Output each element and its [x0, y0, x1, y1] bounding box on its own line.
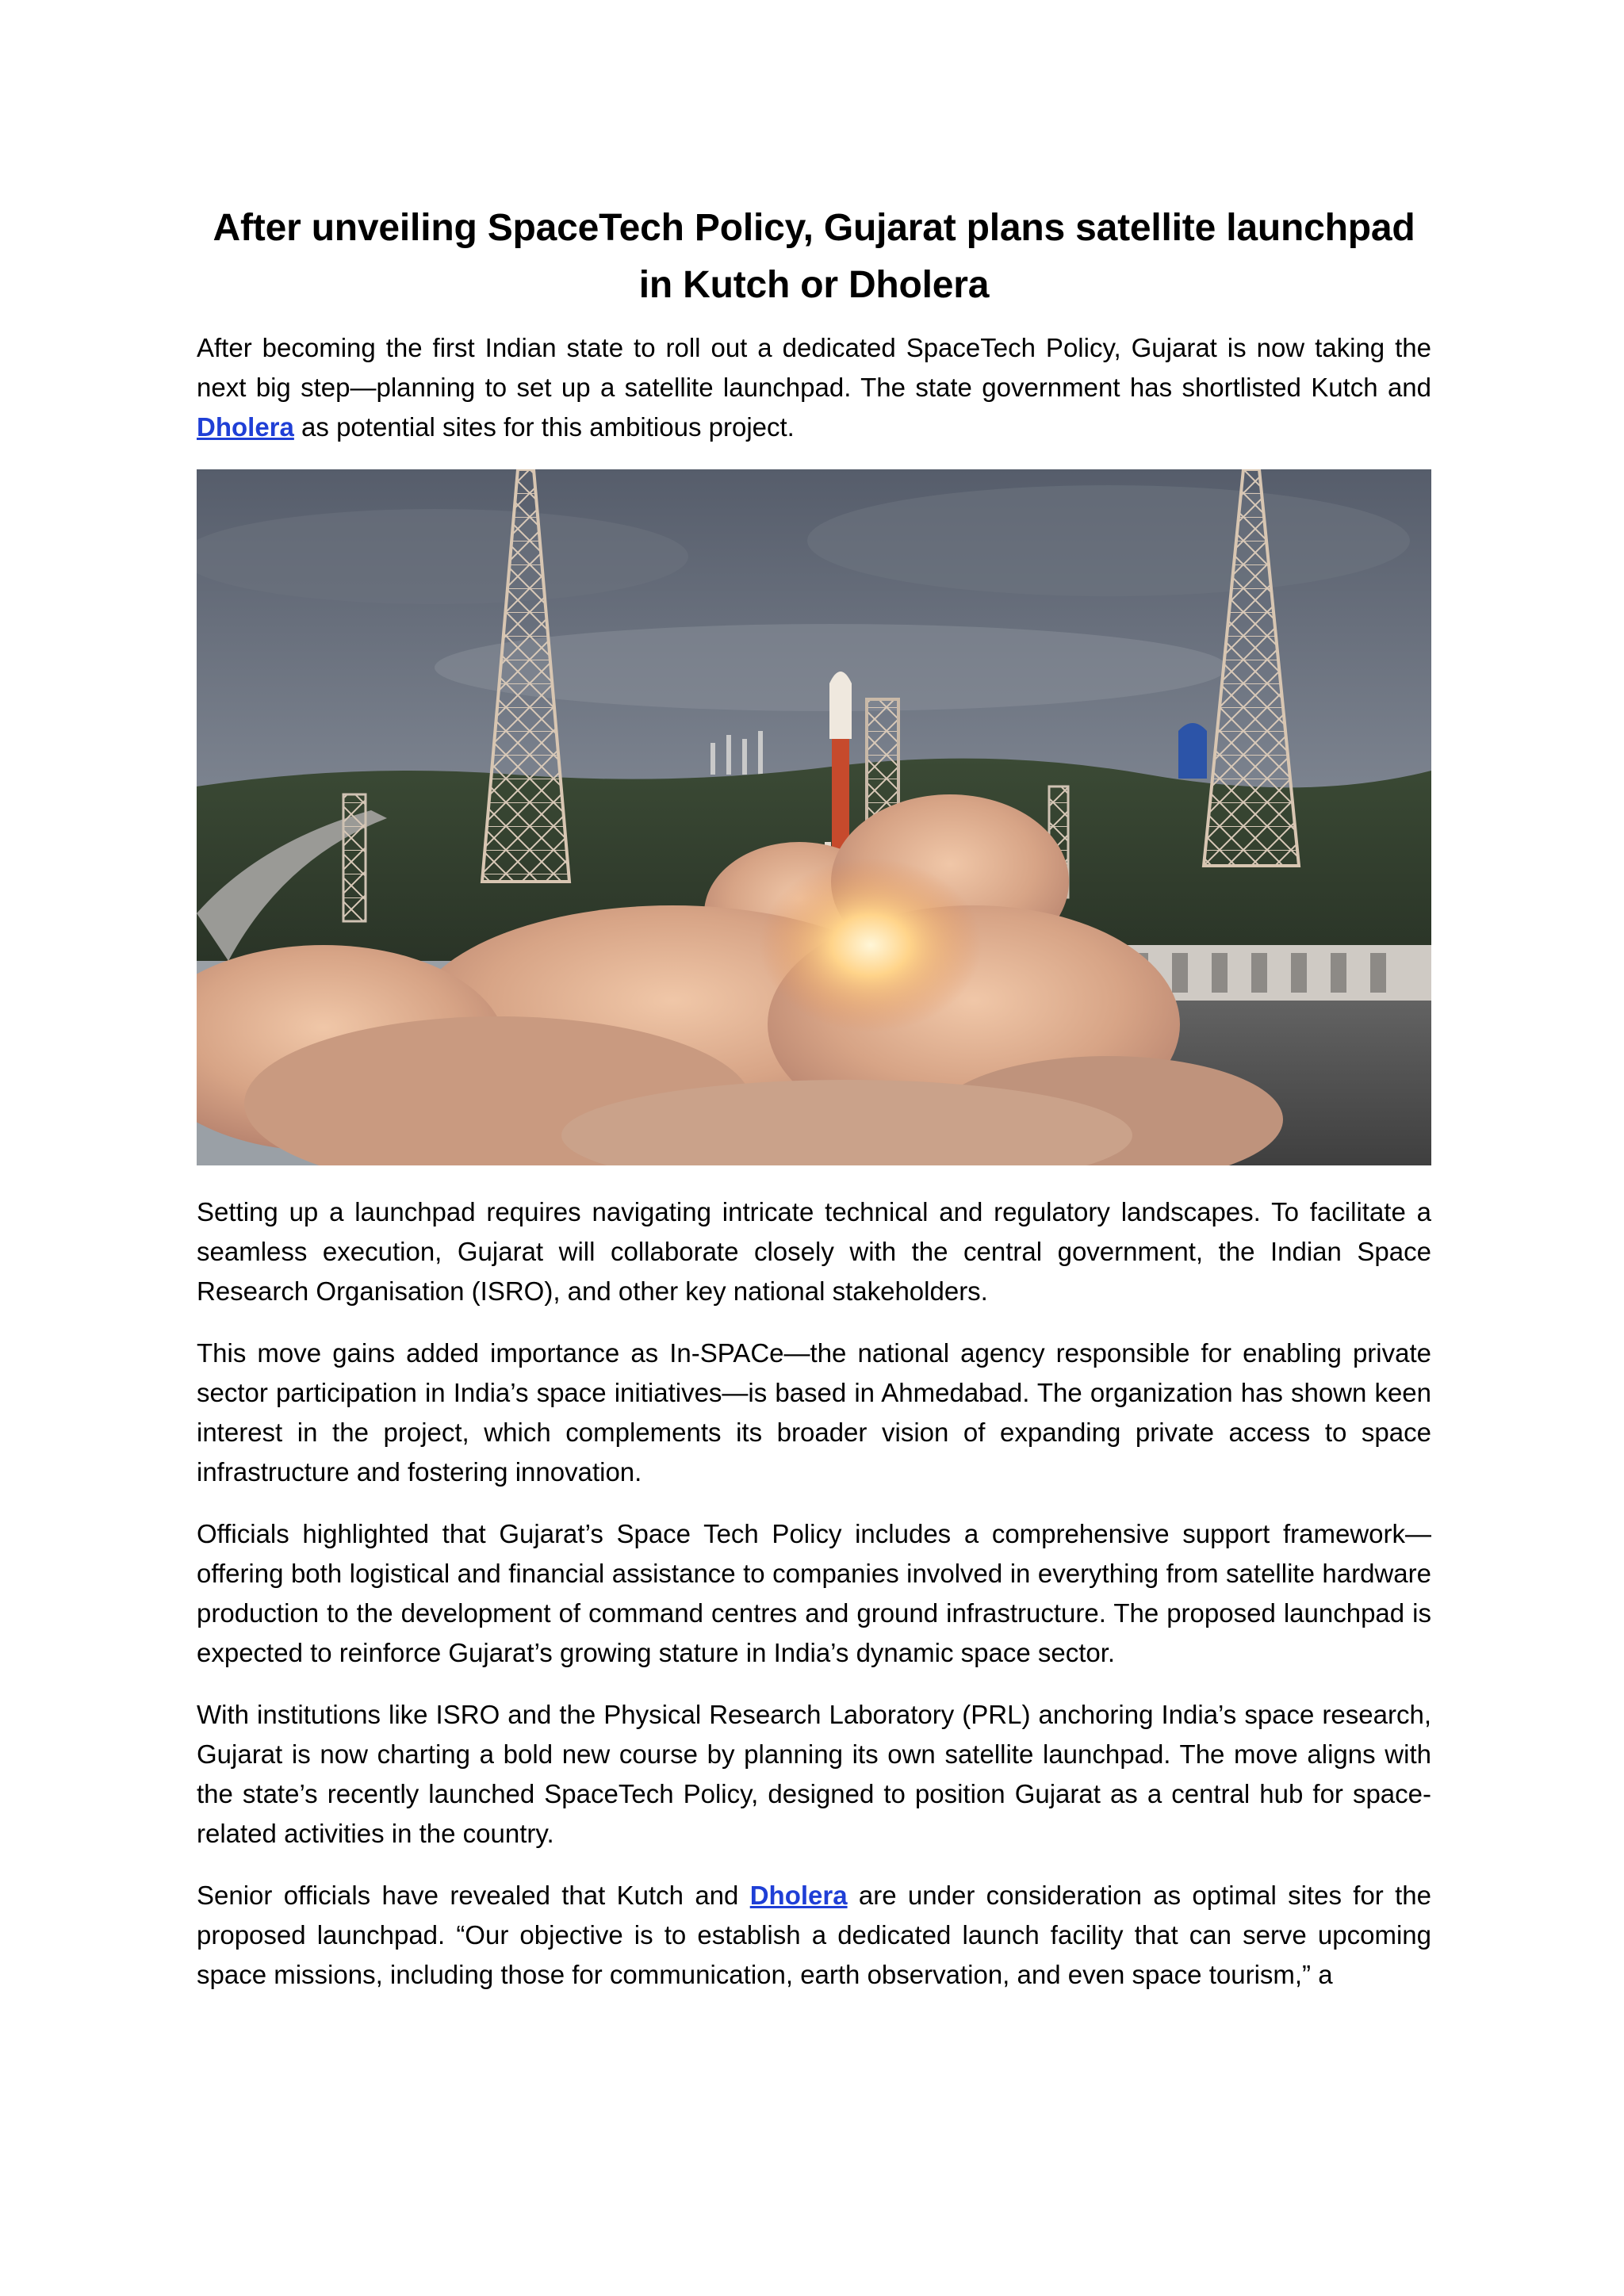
- rocket-launch-photo: [197, 469, 1431, 1165]
- dholera-link[interactable]: Dholera: [749, 1881, 848, 1910]
- paragraph-text: Senior officials have revealed that Kutch and: [197, 1881, 750, 1910]
- paragraph: This move gains added importance as In-SPACe—the national agency responsible for enabling private sector participation in India’s space initiatives—is based in Ahmedabad. The organization has shown keen interest in the project, which complements its broader vision of expanding private access to space infrastructure and fostering innovation.: [197, 1338, 1431, 1487]
- dholera-link[interactable]: Dholera: [197, 412, 294, 442]
- paragraph: Officials highlighted that Gujarat’s Space Tech Policy includes a comprehensive support framework—offering both logistical and financial assistance to companies involved in everything from satellite hardware production to the development of command centres and ground infrastructure. The proposed launchpad is expected to reinforce Gujarat’s growing stature in India’s dynamic space sector.: [197, 1519, 1431, 1667]
- paragraph-text: as potential sites for this ambitious project.: [293, 412, 795, 442]
- paragraph: With institutions like ISRO and the Physical Research Laboratory (PRL) anchoring India’s space research, Gujarat is now charting a bold new course by planning its own satellite launchpad. The move aligns with the state’s recently launched SpaceTech Policy, designed to position Gujarat as a central hub for space-related activities in the country.: [197, 1700, 1431, 1848]
- paragraph-text: are under consideration as optimal sites for the proposed launchpad. “Our objective is to establish a dedicated launch facility that can serve upcoming space missions, including those for communication, earth observation, and even space tourism,” a: [197, 1881, 1431, 1989]
- article-title: After unveiling SpaceTech Policy, Gujarat plans satellite launchpad in Kutch or Dholera: [213, 207, 1415, 306]
- article-body: [197, 200, 1431, 1995]
- paragraph: Setting up a launchpad requires navigating intricate technical and regulatory landscapes. To facilitate a seamless execution, Gujarat will collaborate closely with the central government, the Indian Space Research Organisation (ISRO), and other key national stakeholders.: [197, 1197, 1431, 1306]
- paragraph-intro: [197, 328, 1431, 447]
- paragraph-officials: [197, 1876, 1431, 1995]
- paragraph-text: After becoming the first Indian state to roll out a dedicated SpaceTech Policy, Gujarat is now taking the next big step—planning to set up a satellite launchpad. The state government has shortlisted Kutch and: [197, 333, 1431, 402]
